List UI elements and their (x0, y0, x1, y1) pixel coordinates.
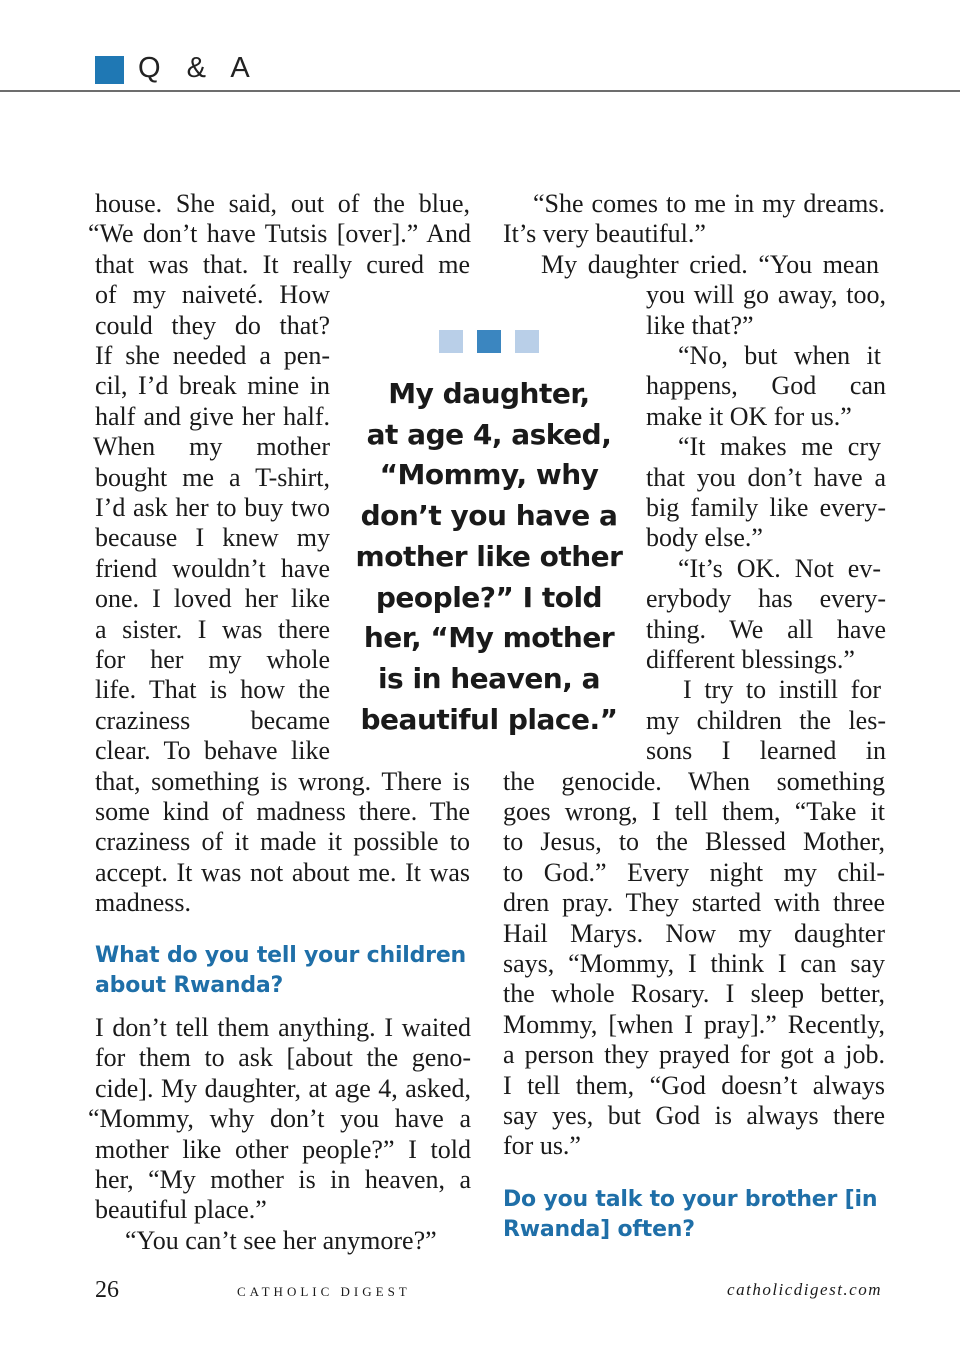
pull-quote-line: people?” I told (375, 580, 603, 614)
body-line: for her my whole (95, 645, 330, 674)
body-line: like that?” (646, 310, 754, 340)
body-line: make it OK for us.” (646, 401, 852, 431)
body-line: that you don’t have a (646, 462, 886, 492)
body-line: one. I loved her like (95, 584, 330, 614)
body-line: the genocide. When something (503, 766, 885, 796)
body-line: “It makes me cry (678, 432, 881, 462)
magazine-name: CATHOLIC DIGEST (237, 1284, 411, 1299)
body-line: mother like other people?” I told (95, 1134, 471, 1164)
pull-quote-line: “Mommy, why (379, 458, 599, 492)
body-line: half and give her half. (95, 401, 330, 431)
body-line: big family like every- (646, 493, 886, 522)
body-line: When my mother (93, 432, 330, 462)
section-marker-square (95, 56, 124, 84)
body-line: to God.” Every night my chil- (503, 857, 885, 887)
body-line: say yes, but God is always there (503, 1101, 885, 1130)
body-line: goes wrong, I tell them, “Take it (503, 797, 885, 826)
body-line: could they do that? (95, 310, 330, 340)
body-line: accept. It was not about me. It was (95, 857, 470, 887)
question-heading: Rwanda] often? (503, 1217, 695, 1242)
body-line: cil, I’d break mine in (95, 371, 330, 401)
body-line: for them to ask [about the geno- (95, 1043, 471, 1073)
body-line: life. That is how the (95, 675, 330, 705)
website-url: catholicdigest.com (727, 1280, 882, 1299)
body-line: My daughter cried. “You mean (541, 249, 879, 279)
body-line: If she needed a pen- (95, 341, 330, 370)
section-title: Q & A (138, 52, 259, 84)
body-line: I try to instill for (683, 675, 881, 705)
header-rule (0, 90, 960, 92)
pull-quote-line: don’t you have a (360, 499, 618, 533)
body-line: beautiful place.” (95, 1195, 267, 1225)
body-line: that, something is wrong. There is (95, 766, 470, 796)
body-line: a person they prayed for got a job. (503, 1040, 885, 1070)
pull-quote-square-2 (477, 330, 501, 353)
body-line: the whole Rosary. I sleep better, (503, 979, 885, 1009)
body-line: sons I learned in (646, 736, 886, 766)
body-line: house. She said, out of the blue, (95, 189, 470, 218)
body-line: I don’t tell them anything. I waited (95, 1013, 471, 1042)
body-line: I tell them, “God doesn’t always (503, 1070, 885, 1100)
pull-quote-square-1 (439, 330, 463, 353)
pull-quote-line: at age 4, asked, (366, 417, 612, 451)
body-line: to Jesus, to the Blessed Mother, (503, 827, 885, 857)
body-line: cide]. My daughter, at age 4, asked, (95, 1073, 471, 1103)
body-line: because I knew my (95, 523, 330, 553)
body-line: some kind of madness there. The (95, 797, 470, 826)
body-line: different blessings.” (646, 645, 855, 674)
body-line: of my naiveté. How (95, 280, 330, 310)
question-heading: about Rwanda? (95, 973, 284, 998)
body-line: craziness became (95, 705, 330, 735)
body-line: happens, God can (646, 371, 886, 401)
body-line: friend wouldn’t have (95, 553, 330, 583)
body-line: craziness of it made it possible to (95, 827, 470, 857)
body-line: for us.” (503, 1131, 581, 1161)
body-line: “Mommy, why don’t you have a (88, 1104, 471, 1134)
body-line: madness. (95, 888, 192, 918)
body-line: It’s very beautiful.” (503, 219, 706, 249)
body-line: I’d ask her to buy two (95, 493, 330, 522)
body-line: bought me a T-shirt, (95, 462, 330, 492)
body-line: that was that. It really cured me (95, 249, 470, 279)
pull-quote-line: is in heaven, a (377, 661, 601, 695)
body-line: “You can’t see her anymore?” (125, 1225, 437, 1255)
body-line: “She comes to me in my dreams. (533, 189, 885, 218)
body-line: you will go away, too, (646, 280, 886, 310)
body-line: her, “My mother is in heaven, a (95, 1165, 471, 1194)
body-line: “No, but when it (678, 341, 881, 370)
question-heading: What do you tell your children (95, 943, 467, 968)
question-heading: Do you talk to your brother [in (503, 1187, 878, 1212)
body-line: my children the les- (646, 705, 886, 735)
body-line: erybody has every- (646, 584, 886, 614)
body-line: Hail Marys. Now my daughter (503, 918, 885, 948)
pull-quote-line: mother like other (355, 539, 623, 573)
pull-quote-line: My daughter, (388, 377, 590, 410)
pull-quote-line: beautiful place.” (360, 702, 618, 736)
body-line: thing. We all have (646, 614, 886, 644)
pull-quote (355, 374, 623, 740)
body-line: “We don’t have Tutsis [over].” And (88, 219, 471, 249)
body-line: a sister. I was there (95, 614, 330, 644)
pull-quote-line: her, “My mother (363, 621, 615, 655)
pull-quote-square-3 (515, 330, 539, 353)
page-number: 26 (95, 1277, 119, 1303)
body-line: dren pray. They started with three (503, 888, 885, 918)
body-line: Mommy, [when I pray].” Recently, (503, 1009, 885, 1039)
body-line: body else.” (646, 523, 763, 553)
body-line: clear. To behave like (95, 736, 330, 766)
body-line: says, “Mommy, I think I can say (503, 949, 885, 978)
body-line: “It’s OK. Not ev- (678, 553, 881, 583)
